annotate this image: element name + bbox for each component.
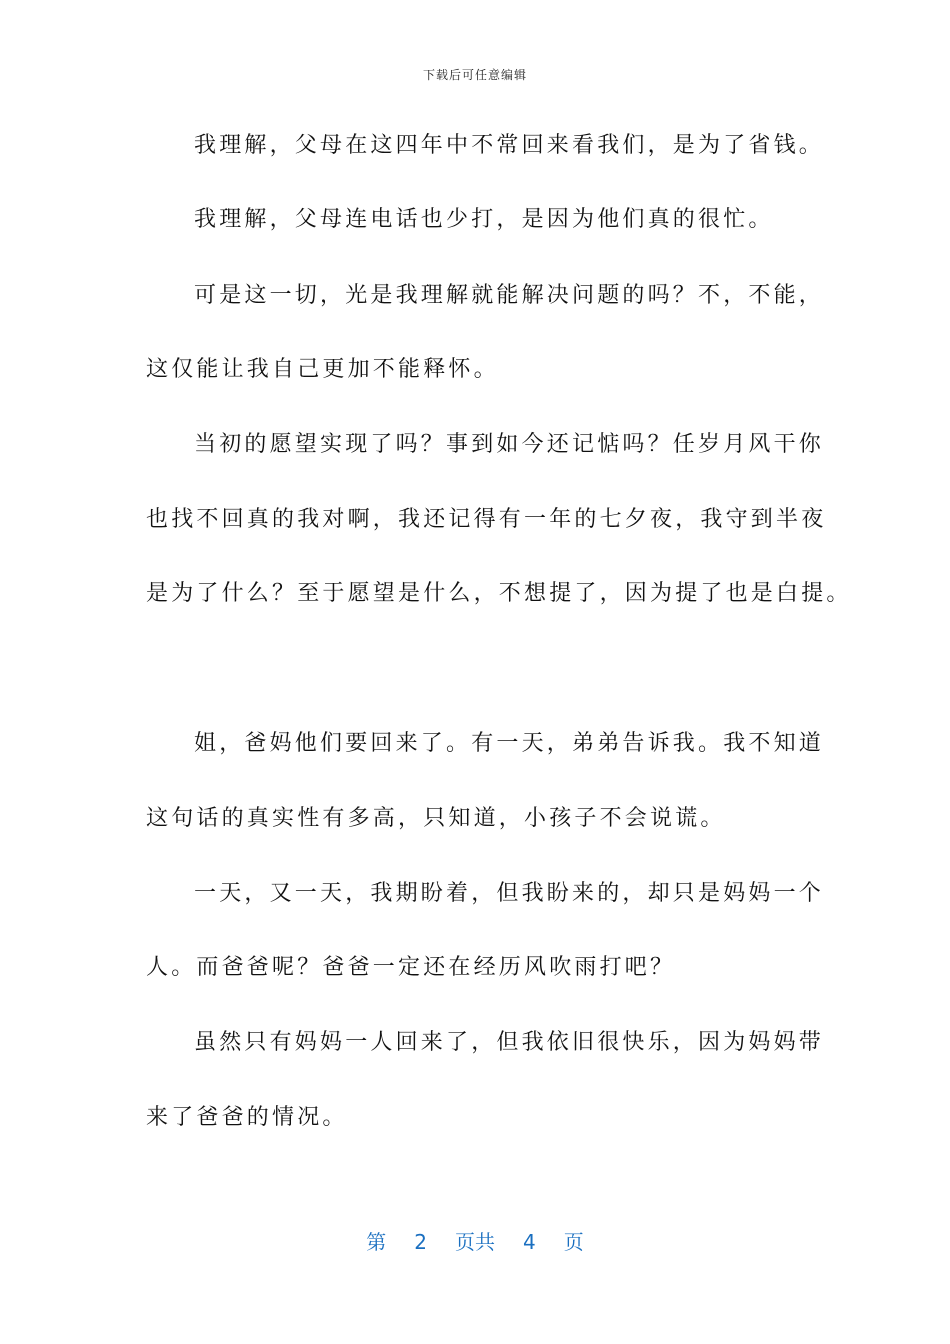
page-footer — [0, 1226, 950, 1255]
text-line: 一天，又一天，我期盼着，但我盼来的，却只是妈妈一个 — [194, 881, 825, 906]
page-header: 下载后可任意编辑 — [422, 68, 527, 82]
text-line: 是为了什么？至于愿望是什么，不想提了，因为提了也是白提。 — [146, 581, 852, 606]
text-line: 姐，爸妈他们要回来了。有一天，弟弟告诉我。我不知道 — [194, 731, 825, 756]
text-line: 也找不回真的我对啊，我还记得有一年的七夕夜，我守到半夜 — [146, 507, 827, 532]
text-line: 人。而爸爸呢？爸爸一定还在经历风吹雨打吧？ — [146, 955, 676, 980]
text-line: 来了爸爸的情况。 — [146, 1105, 348, 1130]
text-line: 我理解，父母在这四年中不常回来看我们，是为了省钱。 — [194, 133, 825, 158]
page-number: 2 — [414, 1230, 427, 1254]
total-pages: 4 — [523, 1230, 536, 1254]
text-line: 当初的愿望实现了吗？事到如今还记惦吗？任岁月风干你 — [194, 432, 825, 457]
text-line: 我理解，父母连电话也少打，是因为他们真的很忙。 — [194, 207, 774, 232]
page-label-prefix: 第 — [366, 1230, 387, 1254]
text-line: 这句话的真实性有多高，只知道，小孩子不会说谎。 — [146, 806, 726, 831]
page-label-suffix: 页 — [563, 1230, 584, 1254]
page-label-mid: 页共 — [455, 1230, 495, 1254]
text-line: 这仅能让我自己更加不能释怀。 — [146, 357, 499, 382]
text-line: 可是这一切，光是我理解就能解决问题的吗？不，不能， — [194, 283, 825, 308]
text-line: 虽然只有妈妈一人回来了，但我依旧很快乐，因为妈妈带 — [194, 1030, 825, 1055]
